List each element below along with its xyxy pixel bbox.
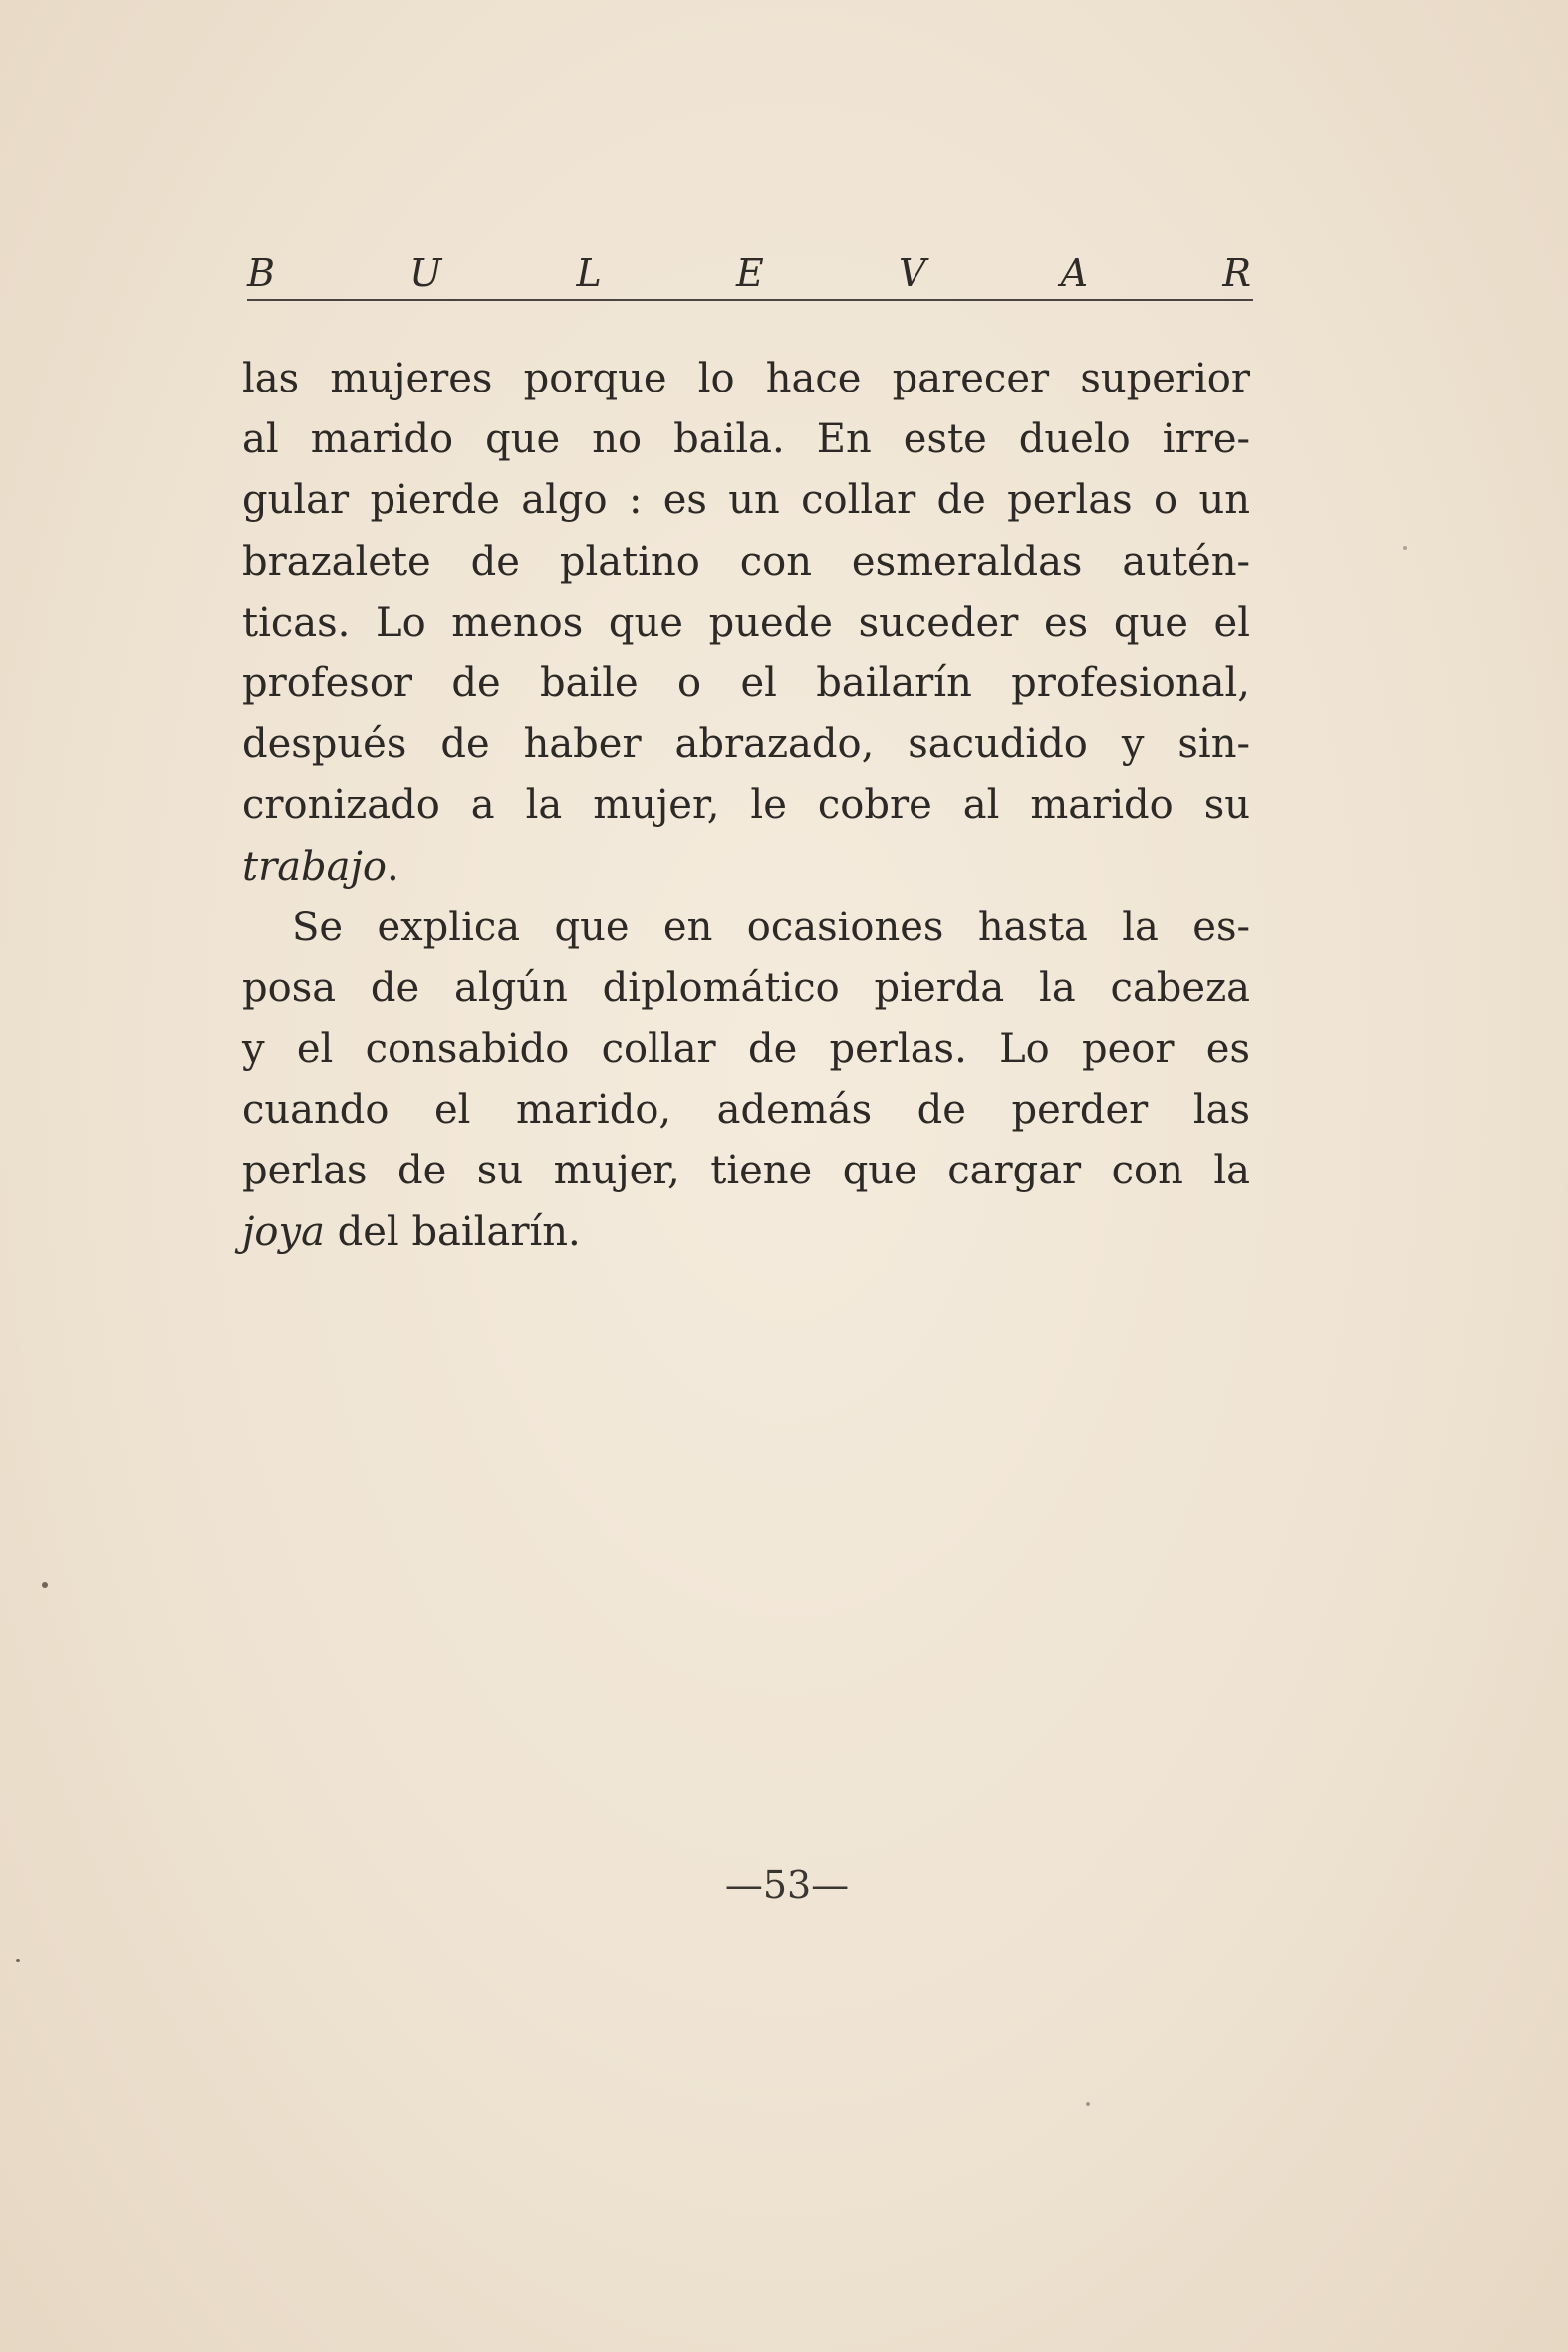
paper-speck	[1403, 546, 1407, 550]
text-line: gular pierde algo : es un collar de perlas o un	[242, 477, 1250, 524]
text-line-last	[242, 1202, 1250, 1263]
running-head-letter: E	[735, 251, 764, 295]
paragraph	[242, 349, 1250, 898]
text-line: posa de algún diplomático pierda la cabeza	[242, 964, 1250, 1011]
text-line: y el consabido collar de perlas. Lo peor es	[242, 1026, 1250, 1073]
running-head-letter: U	[409, 251, 442, 295]
paper-speck	[16, 1959, 20, 1962]
running-head-letter: R	[1222, 251, 1251, 295]
text-tail: del bailarín.	[324, 1208, 581, 1255]
text-line: profesor de baile o el bailarín profesional,	[242, 659, 1250, 706]
text-line: al marido que no baila. En este duelo irre-	[242, 416, 1250, 463]
running-head-letter: L	[576, 251, 602, 295]
header-rule	[247, 299, 1253, 301]
text-line-last	[242, 837, 1250, 898]
text-line: las mujeres porque lo hace parecer superior	[242, 356, 1250, 401]
page-number: —53—	[724, 1863, 850, 1907]
italic-word: trabajo	[242, 843, 387, 890]
text-line: cuando el marido, además de perder las	[242, 1087, 1250, 1134]
text-line: después de haber abrazado, sacudido y sin-	[242, 721, 1250, 768]
paper-speck	[42, 1582, 48, 1588]
paper-speck	[1086, 2102, 1090, 2106]
text-tail: .	[386, 843, 399, 890]
text-line: brazalete de platino con esmeraldas autén-	[242, 538, 1250, 585]
running-head-letter: B	[247, 251, 275, 295]
running-head-letter: V	[898, 251, 926, 295]
text-line: cronizado a la mujer, le cobre al marido su	[242, 782, 1250, 829]
text-line: ticas. Lo menos que puede suceder es que el	[242, 599, 1250, 646]
running-head	[247, 235, 1251, 295]
italic-word: joya	[242, 1208, 325, 1255]
running-head-letter: A	[1060, 251, 1089, 295]
paragraph	[242, 898, 1250, 1263]
text-line: perlas de su mujer, tiene que cargar con la	[242, 1148, 1250, 1194]
text-line: Se explica que en ocasiones hasta la es-	[292, 904, 1250, 950]
body-text	[242, 349, 1250, 1263]
